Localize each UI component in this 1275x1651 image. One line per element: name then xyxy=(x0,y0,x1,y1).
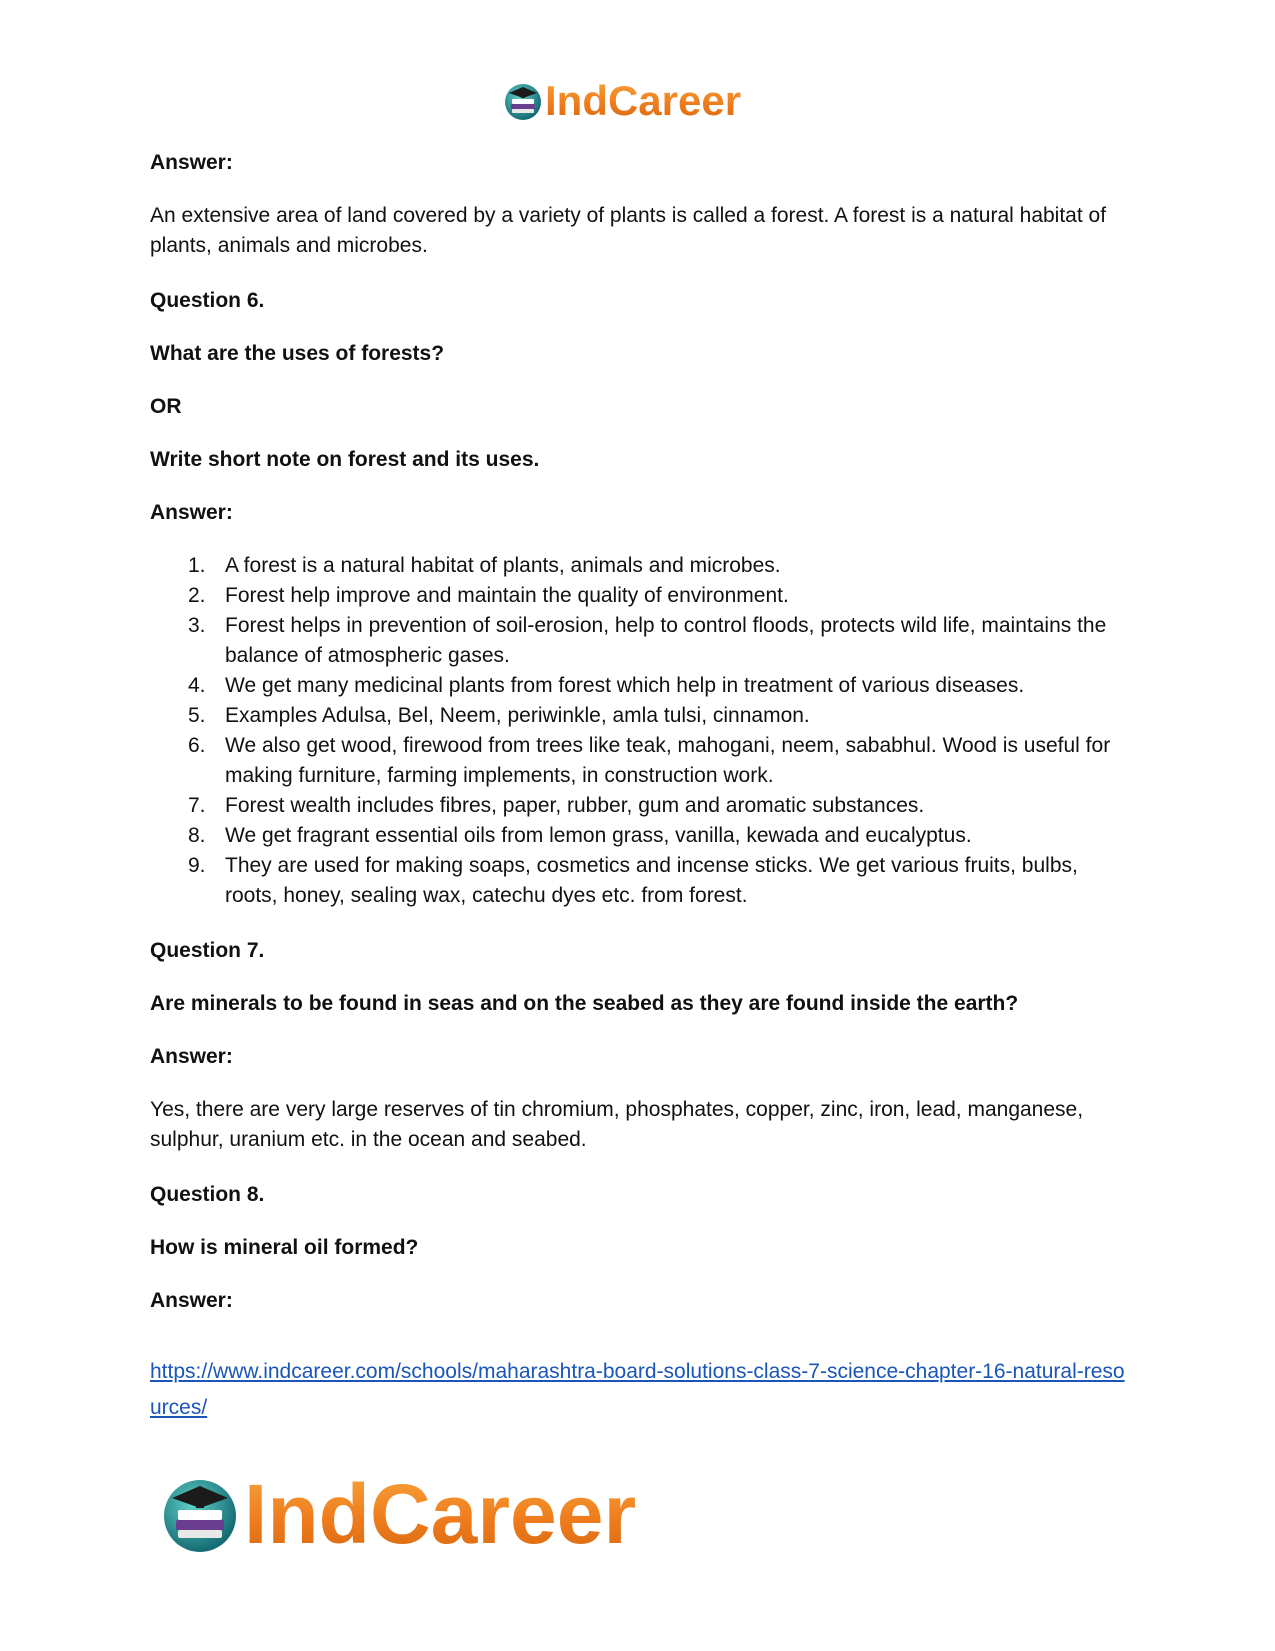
list-item xyxy=(188,671,1130,701)
question-text: How is mineral oil formed? xyxy=(150,1236,419,1259)
list-item-number: 1. xyxy=(188,554,206,577)
list-item xyxy=(188,611,1130,671)
list-item-number: 2. xyxy=(188,584,206,607)
question-or: OR xyxy=(150,395,182,418)
answer-text: An extensive area of land covered by a variety of plants is called a forest. A forest is a natural habitat of plants, animals and microbes. xyxy=(150,204,1107,257)
list-item-text: Forest helps in prevention of soil-erosion, help to control floods, protects wild life, maintains the balance of atmospheric gases. xyxy=(225,614,1107,667)
list-item-text: They are used for making soaps, cosmetics and incense sticks. We get various fruits, bulbs, roots, honey, sealing wax, catechu dyes etc. from forest. xyxy=(225,854,1078,907)
indcareer-globe-icon xyxy=(503,81,543,121)
list-item-text: Forest wealth includes fibres, paper, rubber, gum and aromatic substances. xyxy=(225,794,925,817)
list-item-text: A forest is a natural habitat of plants, animals and microbes. xyxy=(225,554,781,577)
indcareer-logo-bottom xyxy=(160,1467,637,1561)
list-item-number: 3. xyxy=(188,614,206,637)
list-item xyxy=(188,581,1130,611)
indcareer-logo-text: IndCareer xyxy=(545,77,742,124)
answer-list xyxy=(150,551,1130,911)
answer-label: Answer: xyxy=(150,151,233,174)
list-item-number: 4. xyxy=(188,674,206,697)
answer-label: Answer: xyxy=(150,501,233,524)
list-item-text: We get fragrant essential oils from lemon grass, vanilla, kewada and eucalyptus. xyxy=(225,824,972,847)
indcareer-logo-top xyxy=(503,77,742,124)
list-item xyxy=(188,821,1130,851)
question-label: Question 8. xyxy=(150,1183,265,1206)
indcareer-logo-text: IndCareer xyxy=(244,1467,637,1561)
page-content xyxy=(150,148,1130,1426)
answer-label: Answer: xyxy=(150,1045,233,1068)
indcareer-globe-icon xyxy=(160,1474,240,1554)
source-link[interactable]: https://www.indcareer.com/schools/maharashtra-board-solutions-class-7-science-chapter-16-natural-resources/ xyxy=(150,1360,1125,1419)
question-alt-text: Write short note on forest and its uses. xyxy=(150,448,540,471)
list-item-number: 5. xyxy=(188,704,206,727)
list-item-text: We get many medicinal plants from forest which help in treatment of various diseases. xyxy=(225,674,1025,697)
list-item xyxy=(188,791,1130,821)
list-item xyxy=(188,731,1130,791)
list-item-number: 7. xyxy=(188,794,206,817)
list-item xyxy=(188,551,1130,581)
list-item xyxy=(188,701,1130,731)
list-item-text: Forest help improve and maintain the quality of environment. xyxy=(225,584,789,607)
list-item-number: 8. xyxy=(188,824,206,847)
question-label: Question 7. xyxy=(150,939,265,962)
question-label: Question 6. xyxy=(150,289,265,312)
question-text: Are minerals to be found in seas and on the seabed as they are found inside the earth? xyxy=(150,992,1019,1015)
question-text: What are the uses of forests? xyxy=(150,342,445,365)
list-item-text: Examples Adulsa, Bel, Neem, periwinkle, amla tulsi, cinnamon. xyxy=(225,704,810,727)
list-item-number: 6. xyxy=(188,734,206,757)
list-item xyxy=(188,851,1130,911)
answer-text: Yes, there are very large reserves of tin chromium, phosphates, copper, zinc, iron, lead, manganese, sulphur, uranium etc. in the ocean and seabed. xyxy=(150,1098,1084,1151)
list-item-number: 9. xyxy=(188,854,206,877)
list-item-text: We also get wood, firewood from trees like teak, mahogani, neem, sababhul. Wood is useful for making furniture, farming implements, in construction work. xyxy=(225,734,1111,787)
answer-label: Answer: xyxy=(150,1289,233,1312)
